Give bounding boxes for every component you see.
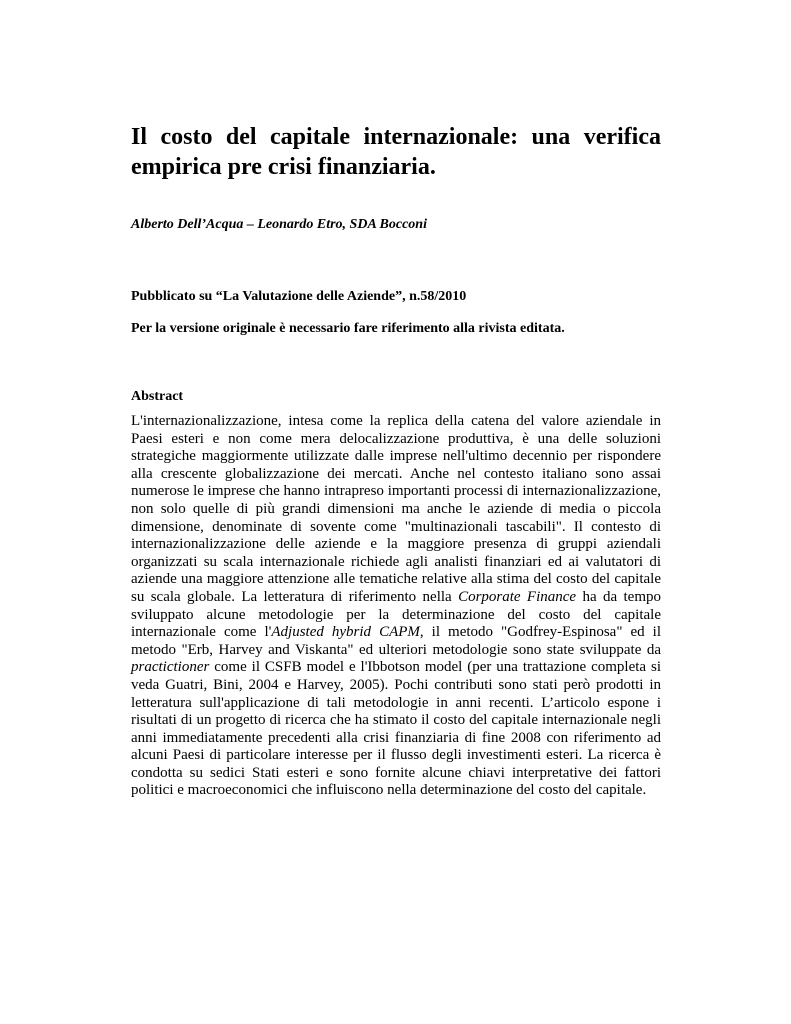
abstract-italic-practictioner: practictioner: [131, 659, 210, 676]
abstract-text-part-1: L'internazionalizzazione, intesa come la replica della catena del valore aziendale in Paesi esteri e non come mera delocalizzazione produttiva, è una delle soluzioni strategiche maggiormente utilizzate dalle imprese nell'ultimo decennio per rispondere alla crescente globalizzazione dei mercati. Anche nel contesto italiano sono assai numerose le imprese che hanno intrapreso importanti processi di internazionalizzazione, non solo quelle di più grandi dimensioni ma anche le aziende di media o piccola dimensione, denominate di sovente come "multinazionali tascabili". Il contesto di internazionalizzazione delle aziende e la maggiore presenza di gruppi aziendali organizzati su scala internazionale richiede agli analisti finanziari ed ai valutatori di aziende una maggiore attenzione alle tematiche relative alla stima del costo del capitale su scala globale. La letteratura di riferimento nella: [131, 413, 661, 605]
abstract-text-part-2: ha da tempo sviluppato alcune metodologie per la determinazione del costo del capitale internazionale come l': [131, 588, 662, 641]
original-version-note: Per la versione originale è necessario fare riferimento alla rivista editata.: [131, 321, 565, 336]
abstract-text-part-4: come il CSFB model e l'Ibbotson model (per una trattazione completa si veda Guatri, Bini, 2004 e Harvey, 2005). Pochi contributi sono stati però prodotti in letteratura sull'applicazione di tali metodologie in anni recenti. L’articolo espone i risultati di un progetto di ricerca che ha stimato il costo del capitale internazionale negli anni immediatamente precedenti alla crisi finanziaria di fine 2008 con riferimento ad alcuni Paesi di particolare interesse per il flusso degli investimenti esteri. La ricerca è condotta su sedici Stati esteri e sono fornite alcune chiavi interpretative dei fattori politici e macroeconomici che influiscono nella determinazione del costo del capitale.: [131, 659, 661, 799]
publication-info: Pubblicato su “La Valutazione delle Aziende”, n.58/2010: [131, 289, 467, 304]
abstract-text: [131, 413, 661, 800]
paper-title: Il costo del capitale internazionale: una verifica empirica pre crisi finanziaria.: [131, 124, 661, 180]
abstract-heading: Abstract: [131, 389, 184, 404]
abstract-italic-corporate-finance: Corporate Finance: [458, 588, 577, 605]
abstract-italic-adjusted-hybrid-capm: Adjusted hybrid CAPM: [271, 624, 420, 641]
abstract-text-part-3: , il metodo "Godfrey-Espinosa" ed il metodo "Erb, Harvey and Viskanta" ed ulteriori metodologie sono state sviluppate da: [131, 624, 661, 658]
paper-authors: Alberto Dell’Acqua – Leonardo Etro, SDA Bocconi: [131, 217, 427, 232]
